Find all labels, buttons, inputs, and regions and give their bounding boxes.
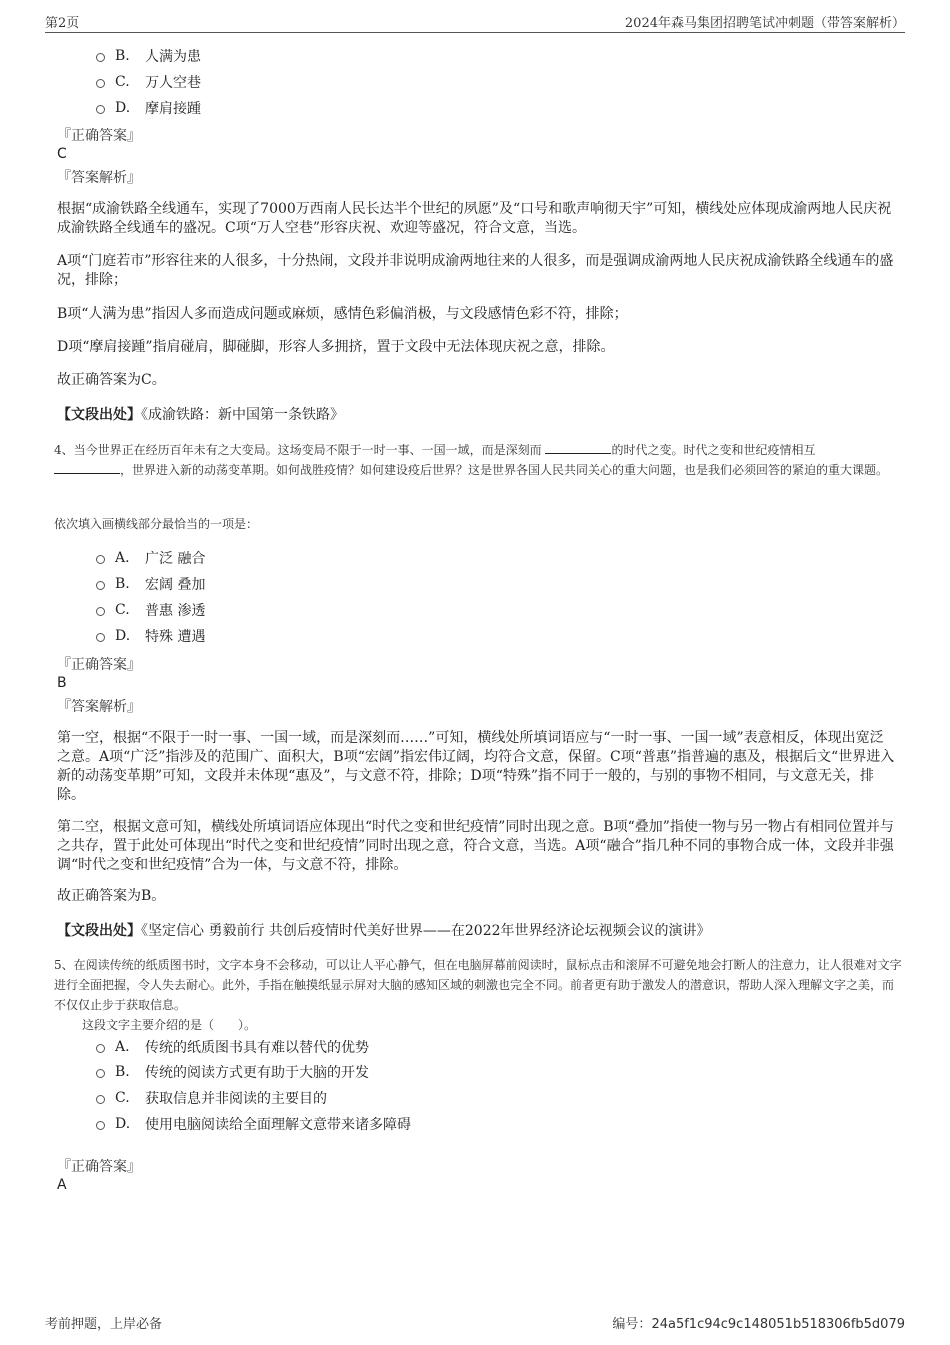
q3-conclusion: 故正确答案为C。 bbox=[57, 372, 166, 388]
blank-line bbox=[545, 441, 611, 454]
q3-answer: C bbox=[57, 146, 67, 162]
q3-option-c[interactable]: C. 万人空巷 bbox=[96, 71, 201, 93]
q3-analysis-paragraph: D项“摩肩接踵”指肩碰肩，脚碰脚，形容人多拥挤，置于文段中无法体现庆祝之意，排除。 bbox=[57, 339, 615, 355]
q5-option-b[interactable]: B. 传统的阅读方式更有助于大脑的开发 bbox=[96, 1061, 369, 1083]
q3-analysis-paragraph: 根据“成渝铁路全线通车，实现了7000万西南人民长达半个世纪的夙愿”及“口号和歌声响彻天宇”可知，横线处应体现成渝两地人民庆祝成渝铁路全线通车的盛况。C项“万人空巷”形容庆祝、欢迎等盛况，符合文意，当选。 bbox=[57, 201, 892, 236]
radio-icon[interactable] bbox=[96, 1044, 105, 1053]
radio-icon[interactable] bbox=[96, 1121, 105, 1130]
footer-slogan: 考前押题，上岸必备 bbox=[45, 1317, 163, 1332]
q4-option-b[interactable]: B. 宏阔 叠加 bbox=[96, 573, 205, 595]
radio-icon[interactable] bbox=[96, 1069, 105, 1078]
radio-icon[interactable] bbox=[96, 555, 105, 564]
radio-icon[interactable] bbox=[96, 105, 105, 114]
q4-answer: B bbox=[57, 675, 67, 691]
q4-option-d[interactable]: D. 特殊 遭遇 bbox=[96, 625, 205, 647]
q4-analysis-paragraph: 第二空，根据文意可知，横线处所填词语应体现出“时代之变和世纪疫情”同时出现之意。B项“叠加”指使一物与另一物占有相同位置并与之共存，置于此处可体现出“时代之变和世纪疫情”同时出现之意，符合文意，当选。A项“融合”指几种不同的事物合成一体，文段并非强调“时代之变和世纪疫情”合为一体，与文意不符，排除。 bbox=[57, 819, 894, 873]
q3-analysis-paragraph: B项“人满为患”指因人多而造成问题或麻烦，感情色彩偏消极，与文段感情色彩不符，排除； bbox=[57, 306, 628, 322]
q5-answer: A bbox=[57, 1177, 67, 1193]
document-title: 2024年森马集团招聘笔试冲刺题（带答案解析） bbox=[624, 16, 905, 31]
page-number: 第2页 bbox=[45, 16, 80, 31]
q3-source: 【文段出处】《成渝铁路：新中国第一条铁路》 bbox=[57, 407, 344, 423]
q3-answer-label: 『正确答案』 bbox=[57, 128, 141, 144]
q5-stem: 5、在阅读传统的纸质图书时，文字本身不会移动，可以让人平心静气，但在电脑屏幕前阅读时，鼠标点击和滚屏不可避免地会打断人的注意力，让人很难对文字进行全面把握，令人失去耐心。此外，手指在触摸纸显示屏对大脑的感知区域的刺激也完全不同。前者更有助于激发人的潜意识，帮助人深入理解文字之美，而不仅仅止步于获取信息。 bbox=[54, 958, 902, 1012]
q4-option-a[interactable]: A. 广泛 融合 bbox=[96, 547, 205, 569]
document-code: 编号：24a5f1c94c9c148051b518306fb5d079 bbox=[612, 1317, 905, 1332]
q3-analysis-label: 『答案解析』 bbox=[57, 170, 141, 186]
q4-conclusion: 故正确答案为B。 bbox=[57, 888, 166, 904]
q5-option-d[interactable]: D. 使用电脑阅读给全面理解文意带来诸多障碍 bbox=[96, 1113, 411, 1135]
q4-answer-label: 『正确答案』 bbox=[57, 657, 141, 673]
radio-icon[interactable] bbox=[96, 1095, 105, 1104]
q4-source: 【文段出处】《坚定信心 勇毅前行 共创后疫情时代美好世界——在2022年世界经济论坛视频会议的演讲》 bbox=[57, 923, 711, 939]
q4-prompt: 依次填入画横线部分最恰当的一项是： bbox=[54, 517, 259, 531]
q4-option-c[interactable]: C. 普惠 渗透 bbox=[96, 599, 205, 621]
radio-icon[interactable] bbox=[96, 633, 105, 642]
q3-option-b[interactable]: B. 人满为患 bbox=[96, 45, 201, 67]
header-divider bbox=[45, 32, 905, 33]
q4-stem: 4、当今世界正在经历百年未有之大变局。这场变局不限于一时一事、一国一域，而是深刻而 的时代之变。时代之变和世纪疫情相互 ，世界进入新的动荡变革期。如何战胜疫情？如何建设疫后世界？这是世界各国人民共同关心的重大问题，也是我们必须回答的紧迫的重大课题。 bbox=[54, 443, 889, 477]
q4-analysis-paragraph: 第一空，根据“不限于一时一事、一国一域，而是深刻而……”可知，横线处所填词语应与“一时一事、一国一域”表意相反，体现出宽泛之意。A项“广泛”指涉及的范围广、面积大，B项“宏阔”指宏伟辽阔，均符合文意，保留。C项“普惠”指普遍的惠及，根据后文“世界进入新的动荡变革期”可知，文段并未体现“惠及”，与文意不符，排除；D项“特殊”指不同于一般的，与别的事物不相同，与文意无关，排除。 bbox=[57, 730, 895, 803]
q5-option-a[interactable]: A. 传统的纸质图书具有难以替代的优势 bbox=[96, 1036, 369, 1058]
q5-prompt: 这段文字主要介绍的是（ ）。 bbox=[82, 1018, 257, 1032]
q5-answer-label: 『正确答案』 bbox=[57, 1159, 141, 1175]
q5-option-c[interactable]: C. 获取信息并非阅读的主要目的 bbox=[96, 1087, 327, 1109]
radio-icon[interactable] bbox=[96, 607, 105, 616]
q3-option-d[interactable]: D. 摩肩接踵 bbox=[96, 97, 201, 119]
radio-icon[interactable] bbox=[96, 581, 105, 590]
radio-icon[interactable] bbox=[96, 53, 105, 62]
q4-analysis-label: 『答案解析』 bbox=[57, 699, 141, 715]
blank-line bbox=[54, 461, 120, 474]
q3-analysis-paragraph: A项“门庭若市”形容往来的人很多，十分热闹，文段并非说明成渝两地往来的人很多，而是强调成渝两地人民庆祝成渝铁路全线通车的盛况，排除； bbox=[57, 253, 894, 288]
radio-icon[interactable] bbox=[96, 79, 105, 88]
